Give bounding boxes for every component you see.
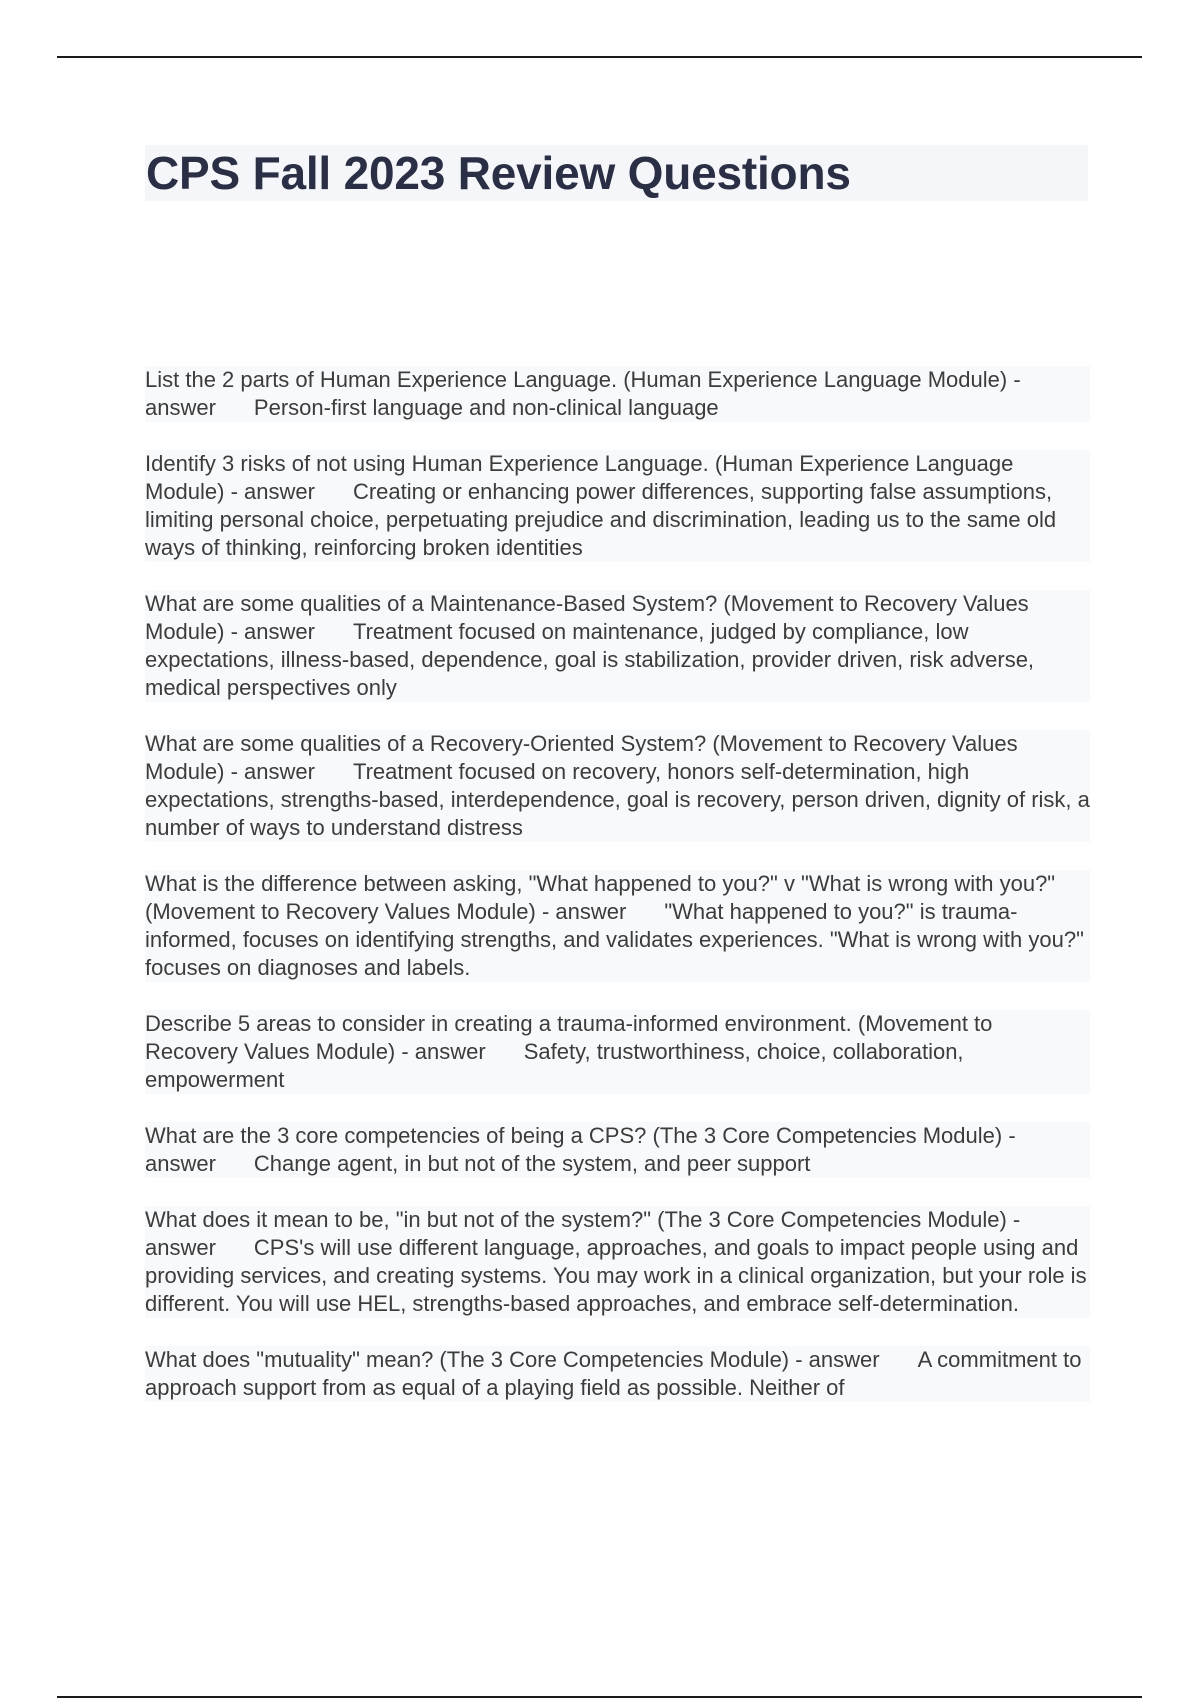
answer-text: "What happened to you?" is trauma-informed, focuses on identifying strengths, and validates experiences. "What is wrong with you?" focuses on diagnoses and labels. [145, 899, 1084, 980]
answer-text: Person-first language and non-clinical language [253, 395, 719, 420]
answer-text: Safety, trustworthiness, choice, collaboration, empowerment [145, 1039, 964, 1092]
question-text: Identify 3 risks of not using Human Experience Language. (Human Experience Language Module) - answer [145, 451, 1014, 504]
qa-list [145, 366, 1090, 1430]
qa-item [145, 450, 1090, 562]
header-rule [57, 56, 1142, 58]
question-text: What are the 3 core competencies of being a CPS? (The 3 Core Competencies Module) - answer [145, 1123, 1016, 1176]
answer-text: Treatment focused on maintenance, judged by compliance, low expectations, illness-based, dependence, goal is stabilization, provider driven, risk adverse, medical perspectives only [145, 619, 1035, 700]
qa-item [145, 366, 1090, 422]
question-text: What does it mean to be, "in but not of the system?" (The 3 Core Competencies Module) - answer [145, 1207, 1021, 1260]
answer-text: Change agent, in but not of the system, and peer support [253, 1151, 811, 1176]
qa-item [145, 1346, 1090, 1402]
question-text: Describe 5 areas to consider in creating a trauma-informed environment. (Movement to Recovery Values Module) - answer [145, 1011, 993, 1064]
question-text: What is the difference between asking, "What happened to you?" v "What is wrong with you?" (Movement to Recovery Values Module) - answer [145, 871, 1056, 924]
page-title: CPS Fall 2023 Review Questions [146, 147, 851, 199]
qa-item [145, 870, 1090, 982]
question-text: What are some qualities of a Recovery-Oriented System? (Movement to Recovery Values Module) - answer [145, 731, 1018, 784]
qa-item [145, 590, 1090, 702]
answer-text: Creating or enhancing power differences, supporting false assumptions, limiting personal choice, perpetuating prejudice and discrimination, leading us to the same old ways of thinking, reinforcing broken identities [145, 479, 1057, 560]
qa-item [145, 1122, 1090, 1178]
question-text: What does "mutuality" mean? (The 3 Core Competencies Module) - answer [145, 1347, 880, 1372]
qa-item [145, 730, 1090, 842]
qa-item [145, 1206, 1090, 1318]
answer-text: A commitment to approach support from as equal of a playing field as possible. Neither of [145, 1347, 1082, 1400]
answer-text: CPS's will use different language, approaches, and goals to impact people using and providing services, and creating systems. You may work in a clinical organization, but your role is different. You will use HEL, strengths-based approaches, and embrace self-determination. [145, 1235, 1087, 1316]
question-text: List the 2 parts of Human Experience Language. (Human Experience Language Module) - answer [145, 367, 1021, 420]
question-text: What are some qualities of a Maintenance-Based System? (Movement to Recovery Values Module) - answer [145, 591, 1029, 644]
answer-text: Treatment focused on recovery, honors self-determination, high expectations, strengths-based, interdependence, goal is recovery, person driven, dignity of risk, a number of ways to understand distress [145, 759, 1090, 840]
qa-item [145, 1010, 1090, 1094]
footer-rule [57, 1696, 1142, 1698]
